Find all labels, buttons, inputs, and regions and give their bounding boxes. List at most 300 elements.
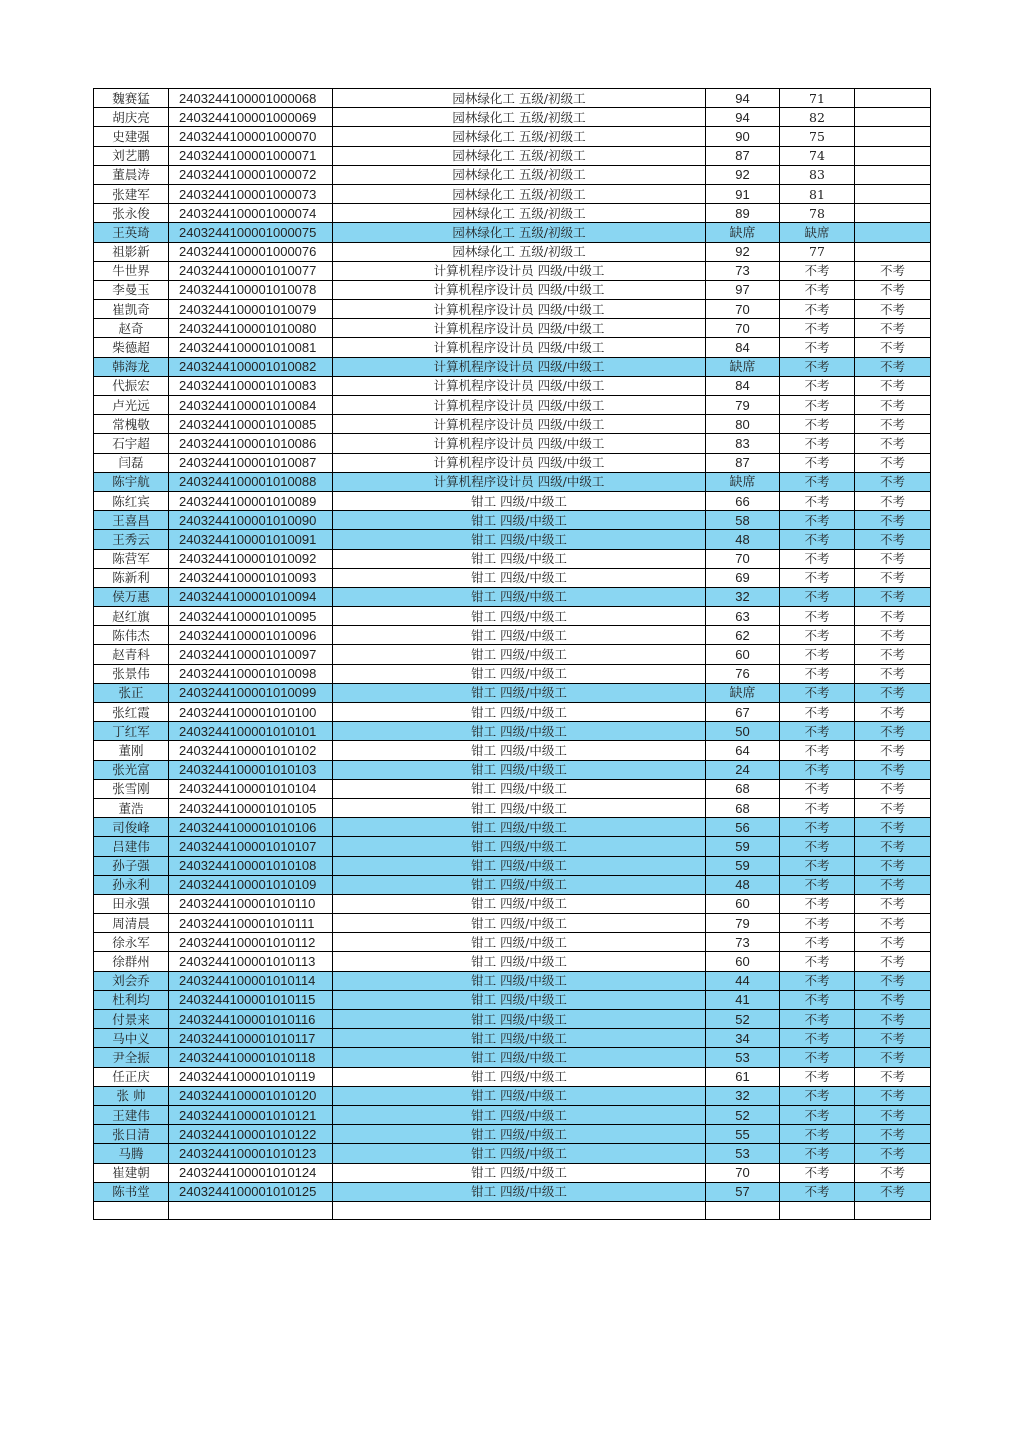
score-cell: 32 <box>706 1086 780 1105</box>
job-cell: 钳工 四级/中级工 <box>333 1029 706 1048</box>
table-row <box>94 396 931 415</box>
job-cell: 钳工 四级/中级工 <box>333 664 706 683</box>
table-row <box>94 357 931 376</box>
second-score-cell: 不考 <box>780 415 855 434</box>
second-score-cell: 不考 <box>780 338 855 357</box>
score-cell: 70 <box>706 1163 780 1182</box>
job-cell: 计算机程序设计员 四级/中级工 <box>333 280 706 299</box>
name-cell: 任正庆 <box>94 1067 169 1086</box>
second-score-cell: 不考 <box>780 933 855 952</box>
job-cell: 钳工 四级/中级工 <box>333 914 706 933</box>
second-score-cell: 不考 <box>780 626 855 645</box>
table-row <box>94 242 931 261</box>
id-cell: 2403244100001010089 <box>169 491 333 510</box>
third-score-cell: 不考 <box>855 1182 931 1201</box>
table-row <box>94 741 931 760</box>
name-cell: 韩海龙 <box>94 357 169 376</box>
id-cell: 2403244100001010112 <box>169 933 333 952</box>
second-score-cell: 不考 <box>780 376 855 395</box>
third-score-cell: 不考 <box>855 722 931 741</box>
name-cell: 司俊峰 <box>94 818 169 837</box>
second-score-cell: 不考 <box>780 856 855 875</box>
id-cell: 2403244100001010108 <box>169 856 333 875</box>
table-row <box>94 1163 931 1182</box>
second-score-cell: 不考 <box>780 760 855 779</box>
score-cell: 52 <box>706 1010 780 1029</box>
id-cell: 2403244100001010087 <box>169 453 333 472</box>
job-cell: 钳工 四级/中级工 <box>333 645 706 664</box>
second-score-cell: 不考 <box>780 798 855 817</box>
second-score-cell: 78 <box>780 204 855 223</box>
name-cell: 代振宏 <box>94 376 169 395</box>
table-row <box>94 722 931 741</box>
name-cell: 陈书堂 <box>94 1182 169 1201</box>
second-score-cell: 缺席 <box>780 223 855 242</box>
second-score-cell: 不考 <box>780 568 855 587</box>
table-row <box>94 223 931 242</box>
name-cell: 侯万惠 <box>94 587 169 606</box>
table-row <box>94 127 931 146</box>
score-cell: 91 <box>706 184 780 203</box>
name-cell: 柴德超 <box>94 338 169 357</box>
job-cell: 园林绿化工 五级/初级工 <box>333 184 706 203</box>
score-cell: 68 <box>706 779 780 798</box>
third-score-cell: 不考 <box>855 818 931 837</box>
job-cell: 计算机程序设计员 四级/中级工 <box>333 472 706 491</box>
job-cell: 园林绿化工 五级/初级工 <box>333 204 706 223</box>
empty-cell <box>333 1201 706 1219</box>
table-row <box>94 1105 931 1124</box>
name-cell: 周清晨 <box>94 914 169 933</box>
second-score-cell: 77 <box>780 242 855 261</box>
table-row <box>94 1144 931 1163</box>
third-score-cell: 不考 <box>855 511 931 530</box>
second-score-cell: 不考 <box>780 990 855 1009</box>
job-cell: 园林绿化工 五级/初级工 <box>333 89 706 108</box>
id-cell: 2403244100001010098 <box>169 664 333 683</box>
third-score-cell: 不考 <box>855 1163 931 1182</box>
second-score-cell: 不考 <box>780 703 855 722</box>
job-cell: 钳工 四级/中级工 <box>333 1048 706 1067</box>
third-score-cell: 不考 <box>855 703 931 722</box>
job-cell: 计算机程序设计员 四级/中级工 <box>333 261 706 280</box>
third-score-cell: 不考 <box>855 760 931 779</box>
score-cell: 83 <box>706 434 780 453</box>
third-score-cell <box>855 223 931 242</box>
job-cell: 园林绿化工 五级/初级工 <box>333 108 706 127</box>
name-cell: 徐群州 <box>94 952 169 971</box>
job-cell: 园林绿化工 五级/初级工 <box>333 223 706 242</box>
third-score-cell: 不考 <box>855 1105 931 1124</box>
third-score-cell: 不考 <box>855 664 931 683</box>
name-cell: 张日清 <box>94 1125 169 1144</box>
third-score-cell: 不考 <box>855 741 931 760</box>
id-cell: 2403244100001010096 <box>169 626 333 645</box>
third-score-cell: 不考 <box>855 587 931 606</box>
second-score-cell: 71 <box>780 89 855 108</box>
table-row <box>94 683 931 702</box>
id-cell: 2403244100001010120 <box>169 1086 333 1105</box>
score-cell: 79 <box>706 396 780 415</box>
id-cell: 2403244100001010105 <box>169 798 333 817</box>
job-cell: 钳工 四级/中级工 <box>333 818 706 837</box>
id-cell: 2403244100001010090 <box>169 511 333 530</box>
second-score-cell: 不考 <box>780 741 855 760</box>
id-cell: 2403244100001010113 <box>169 952 333 971</box>
name-cell: 常槐敬 <box>94 415 169 434</box>
id-cell: 2403244100001000068 <box>169 89 333 108</box>
second-score-cell: 不考 <box>780 453 855 472</box>
table-row <box>94 952 931 971</box>
second-score-cell: 不考 <box>780 587 855 606</box>
id-cell: 2403244100001010117 <box>169 1029 333 1048</box>
second-score-cell: 不考 <box>780 1067 855 1086</box>
job-cell: 钳工 四级/中级工 <box>333 530 706 549</box>
id-cell: 2403244100001010092 <box>169 549 333 568</box>
name-cell: 王喜昌 <box>94 511 169 530</box>
score-cell: 70 <box>706 300 780 319</box>
id-cell: 2403244100001010095 <box>169 607 333 626</box>
name-cell: 孙子强 <box>94 856 169 875</box>
third-score-cell: 不考 <box>855 472 931 491</box>
job-cell: 计算机程序设计员 四级/中级工 <box>333 453 706 472</box>
id-cell: 2403244100001010125 <box>169 1182 333 1201</box>
id-cell: 2403244100001010085 <box>169 415 333 434</box>
third-score-cell: 不考 <box>855 261 931 280</box>
job-cell: 计算机程序设计员 四级/中级工 <box>333 434 706 453</box>
name-cell: 李曼玉 <box>94 280 169 299</box>
empty-cell <box>706 1201 780 1219</box>
score-cell: 缺席 <box>706 357 780 376</box>
second-score-cell: 不考 <box>780 472 855 491</box>
id-cell: 2403244100001010086 <box>169 434 333 453</box>
second-score-cell: 不考 <box>780 280 855 299</box>
id-cell: 2403244100001010123 <box>169 1144 333 1163</box>
table-row <box>94 530 931 549</box>
name-cell: 张正 <box>94 683 169 702</box>
job-cell: 计算机程序设计员 四级/中级工 <box>333 300 706 319</box>
job-cell: 钳工 四级/中级工 <box>333 683 706 702</box>
table-row <box>94 89 931 108</box>
name-cell: 胡庆亮 <box>94 108 169 127</box>
empty-cell <box>780 1201 855 1219</box>
job-cell: 计算机程序设计员 四级/中级工 <box>333 415 706 434</box>
table-row <box>94 664 931 683</box>
third-score-cell: 不考 <box>855 683 931 702</box>
third-score-cell: 不考 <box>855 914 931 933</box>
name-cell: 徐永军 <box>94 933 169 952</box>
id-cell: 2403244100001010121 <box>169 1105 333 1124</box>
name-cell: 丁红军 <box>94 722 169 741</box>
name-cell: 卢光远 <box>94 396 169 415</box>
second-score-cell: 不考 <box>780 1105 855 1124</box>
third-score-cell: 不考 <box>855 530 931 549</box>
table-row <box>94 875 931 894</box>
score-cell: 52 <box>706 1105 780 1124</box>
id-cell: 2403244100001000075 <box>169 223 333 242</box>
table-row <box>94 146 931 165</box>
job-cell: 钳工 四级/中级工 <box>333 779 706 798</box>
id-cell: 2403244100001010100 <box>169 703 333 722</box>
id-cell: 2403244100001010110 <box>169 894 333 913</box>
second-score-cell: 不考 <box>780 1048 855 1067</box>
score-cell: 缺席 <box>706 683 780 702</box>
name-cell: 石宇超 <box>94 434 169 453</box>
id-cell: 2403244100001010079 <box>169 300 333 319</box>
score-cell: 68 <box>706 798 780 817</box>
third-score-cell: 不考 <box>855 1125 931 1144</box>
second-score-cell: 82 <box>780 108 855 127</box>
name-cell: 陈新利 <box>94 568 169 587</box>
id-cell: 2403244100001010116 <box>169 1010 333 1029</box>
third-score-cell <box>855 108 931 127</box>
third-score-cell: 不考 <box>855 280 931 299</box>
results-table <box>93 88 931 1220</box>
name-cell: 刘艺鹏 <box>94 146 169 165</box>
id-cell: 2403244100001010093 <box>169 568 333 587</box>
name-cell: 赵青科 <box>94 645 169 664</box>
name-cell: 吕建伟 <box>94 837 169 856</box>
name-cell: 祖影新 <box>94 242 169 261</box>
job-cell: 钳工 四级/中级工 <box>333 971 706 990</box>
job-cell: 钳工 四级/中级工 <box>333 587 706 606</box>
table-row <box>94 204 931 223</box>
score-cell: 32 <box>706 587 780 606</box>
third-score-cell: 不考 <box>855 396 931 415</box>
name-cell: 张建军 <box>94 184 169 203</box>
job-cell: 计算机程序设计员 四级/中级工 <box>333 338 706 357</box>
table-row <box>94 1048 931 1067</box>
score-cell: 66 <box>706 491 780 510</box>
score-cell: 84 <box>706 338 780 357</box>
table-row <box>94 472 931 491</box>
id-cell: 2403244100001010122 <box>169 1125 333 1144</box>
job-cell: 计算机程序设计员 四级/中级工 <box>333 376 706 395</box>
score-cell: 60 <box>706 894 780 913</box>
job-cell: 钳工 四级/中级工 <box>333 798 706 817</box>
id-cell: 2403244100001010078 <box>169 280 333 299</box>
job-cell: 钳工 四级/中级工 <box>333 741 706 760</box>
second-score-cell: 不考 <box>780 1086 855 1105</box>
job-cell: 钳工 四级/中级工 <box>333 1125 706 1144</box>
score-cell: 24 <box>706 760 780 779</box>
third-score-cell: 不考 <box>855 607 931 626</box>
job-cell: 钳工 四级/中级工 <box>333 1010 706 1029</box>
id-cell: 2403244100001010081 <box>169 338 333 357</box>
table-row <box>94 645 931 664</box>
id-cell: 2403244100001010111 <box>169 914 333 933</box>
empty-cell <box>169 1201 333 1219</box>
table-row <box>94 933 931 952</box>
second-score-cell: 83 <box>780 165 855 184</box>
table-row <box>94 184 931 203</box>
table-row <box>94 703 931 722</box>
table-row <box>94 338 931 357</box>
second-score-cell: 不考 <box>780 549 855 568</box>
second-score-cell: 不考 <box>780 1010 855 1029</box>
name-cell: 崔凯奇 <box>94 300 169 319</box>
name-cell: 张雪刚 <box>94 779 169 798</box>
job-cell: 钳工 四级/中级工 <box>333 933 706 952</box>
name-cell: 董晨涛 <box>94 165 169 184</box>
table-row <box>94 626 931 645</box>
score-cell: 63 <box>706 607 780 626</box>
score-cell: 87 <box>706 453 780 472</box>
second-score-cell: 不考 <box>780 664 855 683</box>
id-cell: 2403244100001010082 <box>169 357 333 376</box>
id-cell: 2403244100001010099 <box>169 683 333 702</box>
name-cell: 张红霞 <box>94 703 169 722</box>
name-cell: 王秀云 <box>94 530 169 549</box>
table-row <box>94 971 931 990</box>
id-cell: 2403244100001010103 <box>169 760 333 779</box>
name-cell: 闫磊 <box>94 453 169 472</box>
table-row <box>94 434 931 453</box>
second-score-cell: 不考 <box>780 818 855 837</box>
score-cell: 62 <box>706 626 780 645</box>
job-cell: 钳工 四级/中级工 <box>333 856 706 875</box>
job-cell: 钳工 四级/中级工 <box>333 1163 706 1182</box>
second-score-cell: 不考 <box>780 971 855 990</box>
score-cell: 缺席 <box>706 472 780 491</box>
second-score-cell: 不考 <box>780 837 855 856</box>
job-cell: 计算机程序设计员 四级/中级工 <box>333 396 706 415</box>
score-cell: 58 <box>706 511 780 530</box>
third-score-cell: 不考 <box>855 1029 931 1048</box>
table-row <box>94 779 931 798</box>
second-score-cell: 不考 <box>780 607 855 626</box>
id-cell: 2403244100001010118 <box>169 1048 333 1067</box>
second-score-cell: 74 <box>780 146 855 165</box>
third-score-cell: 不考 <box>855 837 931 856</box>
third-score-cell: 不考 <box>855 549 931 568</box>
score-cell: 80 <box>706 415 780 434</box>
name-cell: 马腾 <box>94 1144 169 1163</box>
job-cell: 园林绿化工 五级/初级工 <box>333 146 706 165</box>
id-cell: 2403244100001010119 <box>169 1067 333 1086</box>
id-cell: 2403244100001010097 <box>169 645 333 664</box>
table-row <box>94 415 931 434</box>
table-row <box>94 1086 931 1105</box>
third-score-cell: 不考 <box>855 1048 931 1067</box>
second-score-cell: 不考 <box>780 319 855 338</box>
third-score-cell: 不考 <box>855 990 931 1009</box>
third-score-cell: 不考 <box>855 300 931 319</box>
table-row <box>94 165 931 184</box>
third-score-cell <box>855 242 931 261</box>
second-score-cell: 不考 <box>780 779 855 798</box>
second-score-cell: 不考 <box>780 645 855 664</box>
job-cell: 钳工 四级/中级工 <box>333 568 706 587</box>
score-cell: 92 <box>706 165 780 184</box>
score-cell: 56 <box>706 818 780 837</box>
job-cell: 钳工 四级/中级工 <box>333 703 706 722</box>
third-score-cell: 不考 <box>855 894 931 913</box>
id-cell: 2403244100001010084 <box>169 396 333 415</box>
third-score-cell: 不考 <box>855 875 931 894</box>
name-cell: 王建伟 <box>94 1105 169 1124</box>
second-score-cell: 不考 <box>780 396 855 415</box>
job-cell: 钳工 四级/中级工 <box>333 894 706 913</box>
job-cell: 钳工 四级/中级工 <box>333 1105 706 1124</box>
third-score-cell: 不考 <box>855 491 931 510</box>
table-row <box>94 856 931 875</box>
third-score-cell: 不考 <box>855 568 931 587</box>
name-cell: 崔建朝 <box>94 1163 169 1182</box>
name-cell: 史建强 <box>94 127 169 146</box>
job-cell: 钳工 四级/中级工 <box>333 1067 706 1086</box>
third-score-cell: 不考 <box>855 952 931 971</box>
id-cell: 2403244100001000070 <box>169 127 333 146</box>
score-cell: 59 <box>706 837 780 856</box>
table-row <box>94 491 931 510</box>
second-score-cell: 不考 <box>780 357 855 376</box>
table-row <box>94 914 931 933</box>
job-cell: 钳工 四级/中级工 <box>333 549 706 568</box>
job-cell: 钳工 四级/中级工 <box>333 837 706 856</box>
second-score-cell: 75 <box>780 127 855 146</box>
table-row <box>94 319 931 338</box>
score-cell: 34 <box>706 1029 780 1048</box>
score-cell: 70 <box>706 319 780 338</box>
job-cell: 钳工 四级/中级工 <box>333 607 706 626</box>
third-score-cell: 不考 <box>855 357 931 376</box>
third-score-cell: 不考 <box>855 376 931 395</box>
table-row <box>94 837 931 856</box>
second-score-cell: 不考 <box>780 1163 855 1182</box>
second-score-cell: 不考 <box>780 261 855 280</box>
job-cell: 钳工 四级/中级工 <box>333 511 706 530</box>
name-cell: 牛世界 <box>94 261 169 280</box>
id-cell: 2403244100001010080 <box>169 319 333 338</box>
score-cell: 67 <box>706 703 780 722</box>
name-cell: 王英琦 <box>94 223 169 242</box>
second-score-cell: 不考 <box>780 914 855 933</box>
id-cell: 2403244100001010077 <box>169 261 333 280</box>
third-score-cell: 不考 <box>855 1067 931 1086</box>
score-cell: 59 <box>706 856 780 875</box>
table-row <box>94 568 931 587</box>
table-row <box>94 607 931 626</box>
name-cell: 陈宇航 <box>94 472 169 491</box>
score-cell: 64 <box>706 741 780 760</box>
third-score-cell: 不考 <box>855 971 931 990</box>
empty-cell <box>855 1201 931 1219</box>
id-cell: 2403244100001010102 <box>169 741 333 760</box>
name-cell: 尹全振 <box>94 1048 169 1067</box>
second-score-cell: 不考 <box>780 434 855 453</box>
id-cell: 2403244100001010115 <box>169 990 333 1009</box>
id-cell: 2403244100001000076 <box>169 242 333 261</box>
table-row <box>94 798 931 817</box>
third-score-cell: 不考 <box>855 645 931 664</box>
job-cell: 钳工 四级/中级工 <box>333 990 706 1009</box>
second-score-cell: 不考 <box>780 952 855 971</box>
name-cell: 孙永利 <box>94 875 169 894</box>
table-row <box>94 894 931 913</box>
second-score-cell: 不考 <box>780 1125 855 1144</box>
second-score-cell: 不考 <box>780 530 855 549</box>
score-cell: 60 <box>706 952 780 971</box>
score-cell: 76 <box>706 664 780 683</box>
second-score-cell: 81 <box>780 184 855 203</box>
third-score-cell: 不考 <box>855 415 931 434</box>
id-cell: 2403244100001010106 <box>169 818 333 837</box>
table-row <box>94 1010 931 1029</box>
id-cell: 2403244100001010091 <box>169 530 333 549</box>
score-cell: 73 <box>706 261 780 280</box>
third-score-cell: 不考 <box>855 453 931 472</box>
